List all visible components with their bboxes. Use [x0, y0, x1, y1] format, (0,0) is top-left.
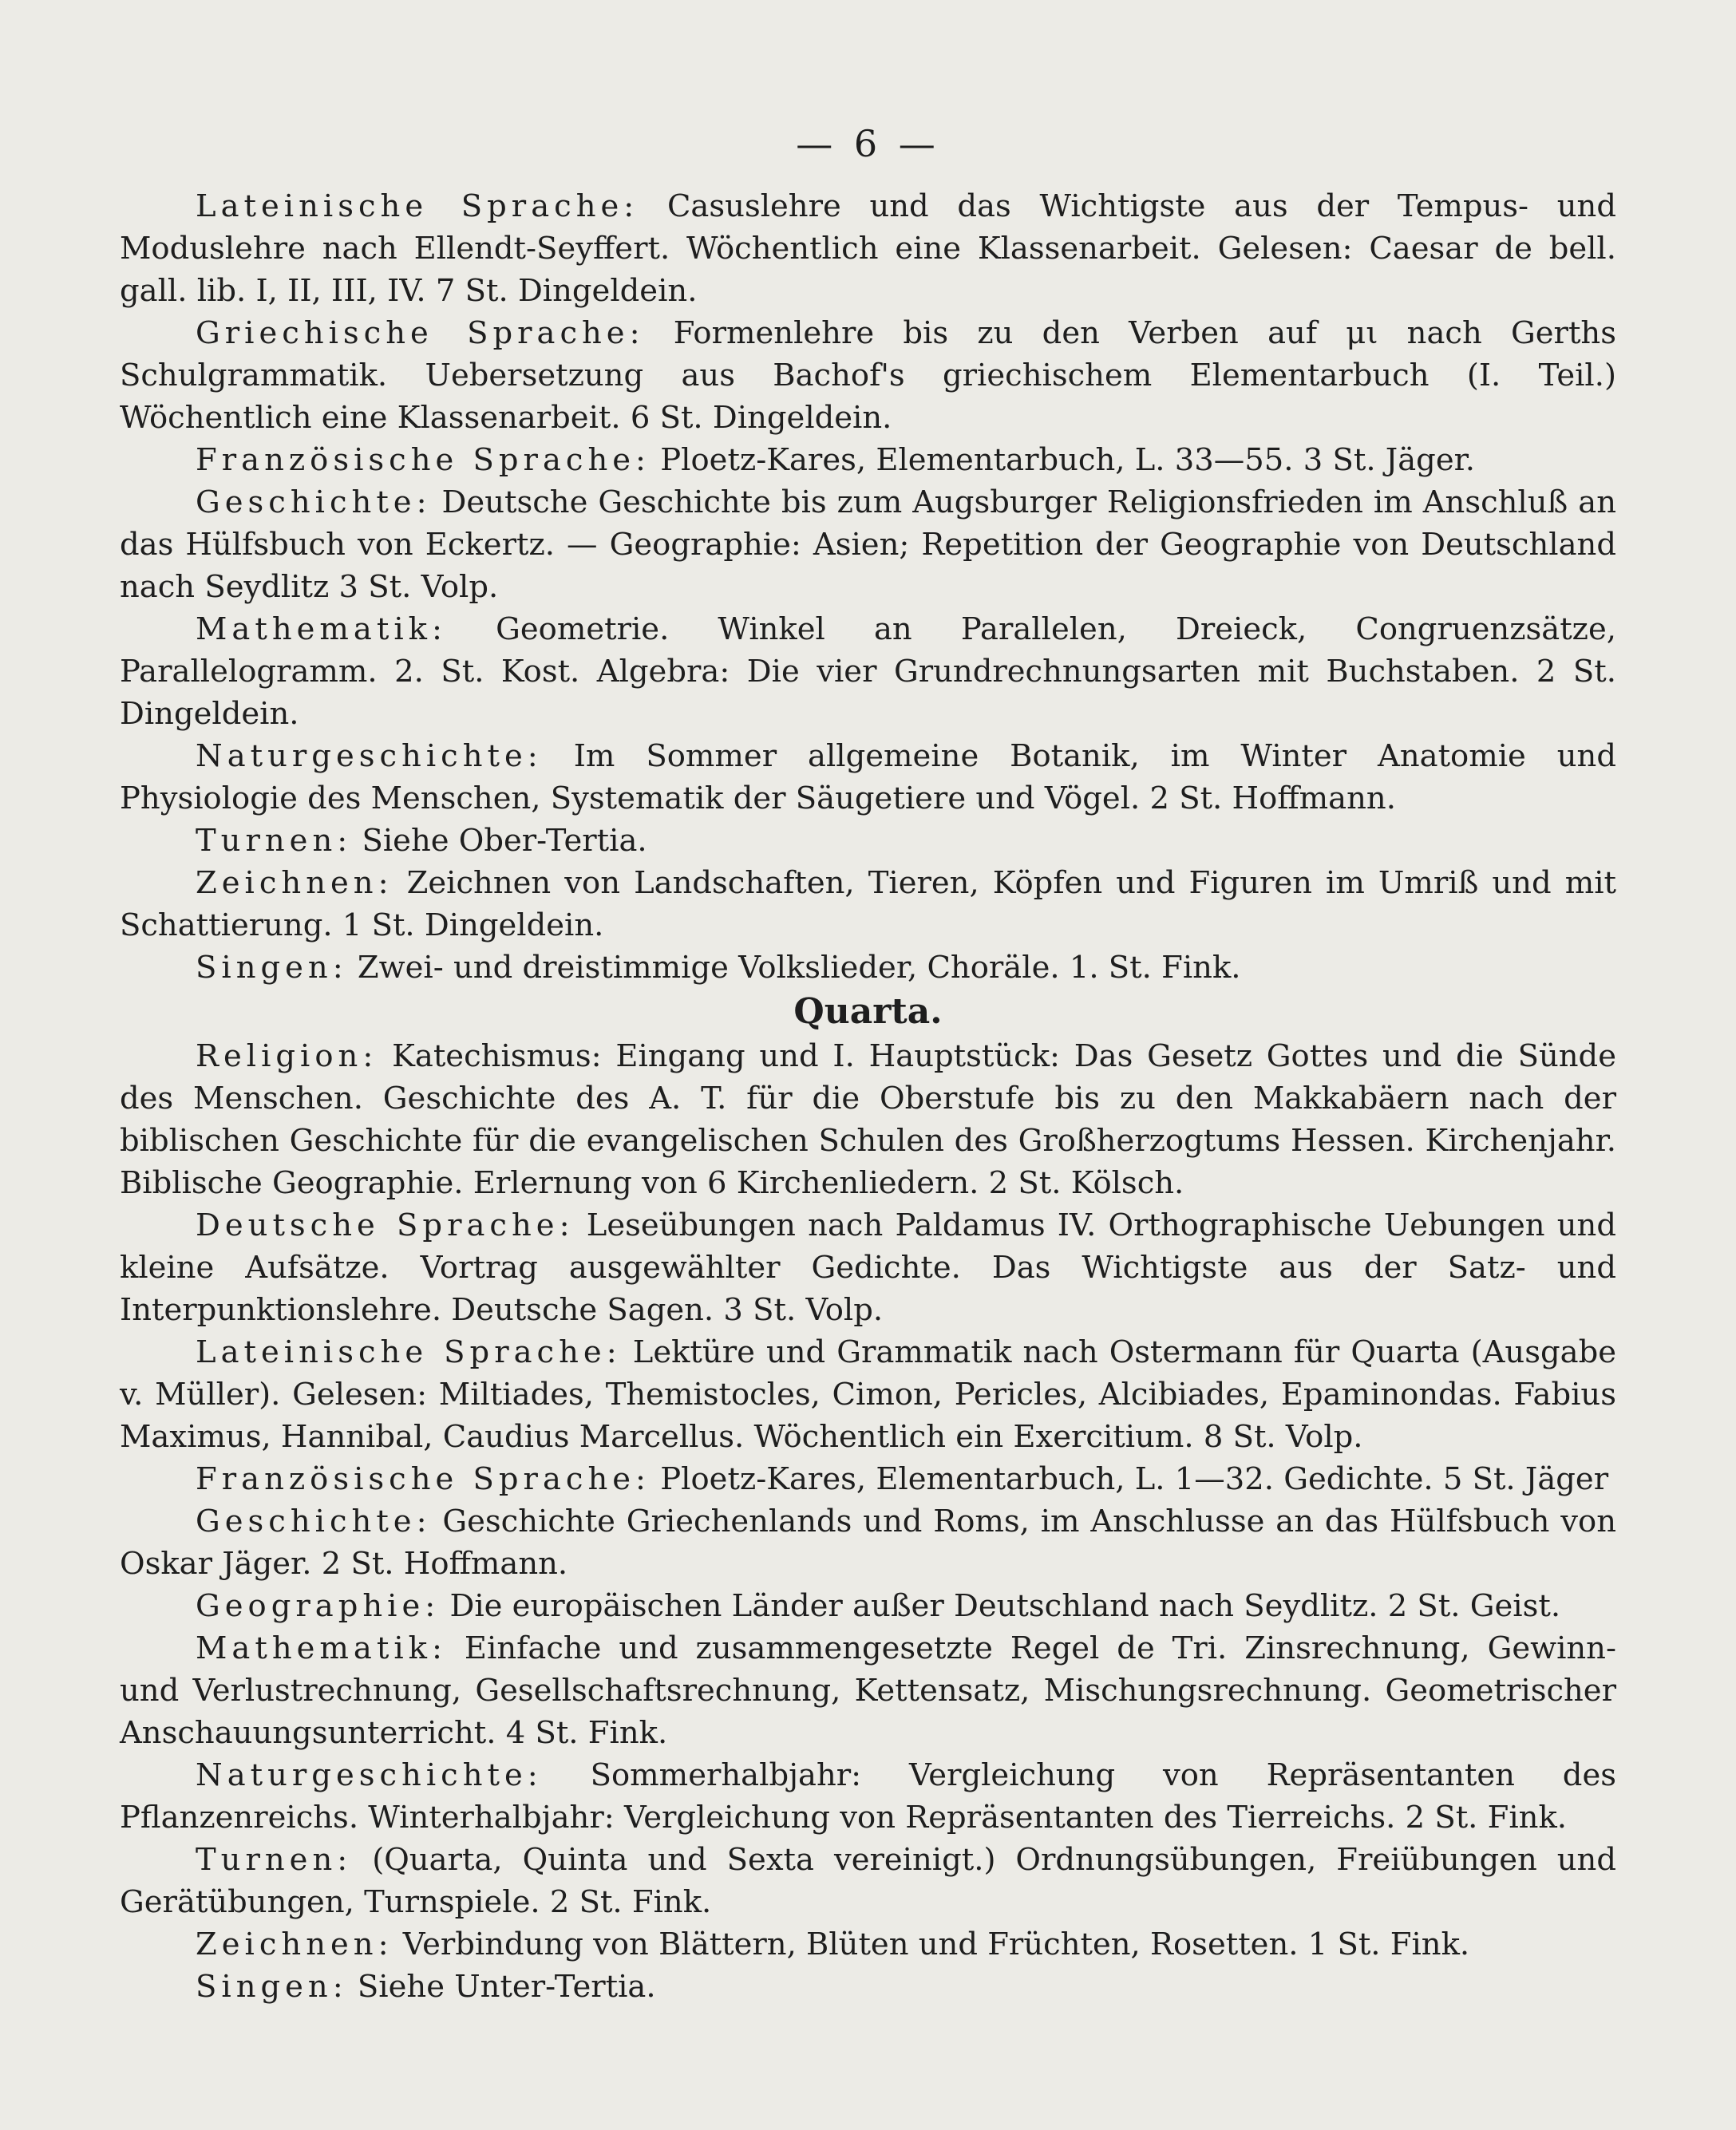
section-heading-quarta: Quarta. [793, 991, 943, 1032]
subject-label: Naturgeschichte: [196, 1757, 543, 1793]
subject-label: Deutsche Sprache: [196, 1207, 575, 1243]
subject-latin [120, 185, 1616, 312]
subject-label: Naturgeschichte: [196, 738, 543, 774]
subject-label: Turnen: [196, 823, 353, 859]
subject-text: Einfache und zusammengesetzte Regel de Tri. Zinsrechnung, Gewinn- und Verlustrechnung, Gesellschaftsrechnung, Kettensatz, Mischungsrechnung. Geometrischer Anschauungsunterricht. 4 St. Fink. [120, 1630, 1616, 1751]
subject-label: Lateinische Sprache: [196, 1334, 622, 1370]
subject-german [120, 1204, 1616, 1331]
subject-text: Die europäischen Länder außer Deutschland nach Seydlitz. 2 St. Geist. [440, 1588, 1561, 1624]
subject-gymnastics [120, 1839, 1616, 1923]
subject-latin [120, 1331, 1616, 1458]
subject-label: Singen: [196, 1969, 348, 2005]
subject-singing [120, 946, 1616, 989]
subject-text: Lektüre und Grammatik nach Ostermann für Quarta (Ausgabe v. Müller). Gelesen: Miltiades, Themistocles, Cimon, Pericles, Alcibiades, Epaminondas. Fabius Maximus, Hannibal, Caudius Marcellus. Wöchentlich ein Exercitium. 8 St. Volp. [120, 1334, 1616, 1455]
subject-mathematics [120, 1627, 1616, 1754]
subject-french [120, 1458, 1616, 1500]
subject-history [120, 1500, 1616, 1585]
subject-label: Mathematik: [196, 1630, 447, 1666]
subject-natural-history [120, 1754, 1616, 1839]
page-number: — 6 — [796, 122, 940, 165]
subject-label: Lateinische Sprache: [196, 188, 639, 224]
subject-text: Geometrie. Winkel an Parallelen, Dreieck, Congruenzsätze, Parallelogramm. 2. St. Kost. Algebra: Die vier Grundrechnungsarten mit Buchstaben. 2 St. Dingeldein. [120, 611, 1616, 732]
subject-label: Geographie: [196, 1588, 441, 1624]
subject-text: Sommerhalbjahr: Vergleichung von Repräsentanten des Pflanzenreichs. Winterhalbjahr: Vergleichung von Repräsentanten des Tierreichs. 2 St. Fink. [120, 1757, 1616, 1836]
subject-text: Katechismus: Eingang und I. Hauptstück: Das Gesetz Gottes und die Sünde des Menschen. Geschichte des A. T. für die Oberstufe bis zu den Makkabäern nach der biblischen Geschichte für die evangelischen Schulen des Großherzogtums Hessen. Kirchenjahr. Biblische Geographie. Erlernung von 6 Kirchenliedern. 2 St. Kölsch. [120, 1038, 1616, 1201]
subject-mathematics [120, 608, 1616, 735]
subject-text: Verbindung von Blättern, Blüten und Früchten, Rosetten. 1 St. Fink. [393, 1926, 1470, 1962]
subject-text: Zwei- und dreistimmige Volkslieder, Choräle. 1. St. Fink. [347, 950, 1241, 986]
subject-text: Ploetz-Kares, Elementarbuch, L. 1—32. Gedichte. 5 St. Jäger [651, 1461, 1609, 1497]
subject-drawing [120, 1923, 1616, 1966]
section-obertertia-continued [120, 185, 1616, 989]
subject-label: Singen: [196, 950, 348, 986]
subject-label: Religion: [196, 1038, 378, 1074]
subject-singing [120, 1966, 1616, 2008]
subject-label: Zeichnen: [196, 865, 393, 901]
subject-drawing [120, 862, 1616, 946]
subject-label: Französische Sprache: [196, 442, 651, 478]
subject-gymnastics [120, 820, 1616, 862]
subject-french [120, 439, 1616, 481]
subject-text: Ploetz-Kares, Elementarbuch, L. 33—55. 3 St. Jäger. [651, 442, 1476, 478]
subject-label: Zeichnen: [196, 1926, 393, 1962]
subject-text: Casuslehre und das Wichtigste aus der Tempus- und Moduslehre nach Ellendt-Seyffert. Wöchentlich eine Klassenarbeit. Gelesen: Caesar de bell. gall. lib. I, II, III, IV. 7 St. Dingeldein. [120, 188, 1616, 309]
subject-greek [120, 312, 1616, 439]
subject-text: (Quarta, Quinta und Sexta vereinigt.) Ordnungsübungen, Freiübungen und Gerätübungen, Turnspiele. 2 St. Fink. [120, 1842, 1616, 1920]
subject-natural-history [120, 735, 1616, 820]
subject-label: Geschichte: [196, 484, 432, 520]
subject-label: Turnen: [196, 1842, 353, 1878]
subject-label: Geschichte: [196, 1504, 432, 1539]
subject-text: Zeichnen von Landschaften, Tieren, Köpfen und Figuren im Umriß und mit Schattierung. 1 St. Dingeldein. [120, 865, 1616, 943]
subject-text: Formenlehre bis zu den Verben auf μι nach Gerths Schulgrammatik. Uebersetzung aus Bachof's griechischem Elementarbuch (I. Teil.) Wöchentlich eine Klassenarbeit. 6 St. Dingeldein. [120, 315, 1616, 436]
subject-label: Französische Sprache: [196, 1461, 651, 1497]
subject-text: Geschichte Griechenlands und Roms, im Anschlusse an das Hülfsbuch von Oskar Jäger. 2 St. Hoffmann. [120, 1504, 1616, 1582]
subject-label: Griechische Sprache: [196, 315, 645, 351]
subject-text: Siehe Unter-Tertia. [347, 1969, 656, 2005]
section-quarta [120, 1035, 1616, 2008]
subject-religion [120, 1035, 1616, 1204]
subject-text: Siehe Ober-Tertia. [352, 823, 647, 859]
subject-text: Im Sommer allgemeine Botanik, im Winter Anatomie und Physiologie des Menschen, Systematik der Säugetiere und Vögel. 2 St. Hoffmann. [120, 738, 1616, 816]
subject-text: Leseübungen nach Paldamus IV. Orthographische Uebungen und kleine Aufsätze. Vortrag ausgewählter Gedichte. Das Wichtigste aus der Satz- und Interpunktionslehre. Deutsche Sagen. 3 St. Volp. [120, 1207, 1616, 1328]
subject-geography [120, 1585, 1616, 1627]
subject-label: Mathematik: [196, 611, 447, 647]
subject-history [120, 481, 1616, 608]
subject-text: Deutsche Geschichte bis zum Augsburger Religionsfrieden im Anschluß an das Hülfsbuch von Eckertz. — Geographie: Asien; Repetition der Geographie von Deutschland nach Seydlitz 3 St. Volp. [120, 484, 1616, 605]
